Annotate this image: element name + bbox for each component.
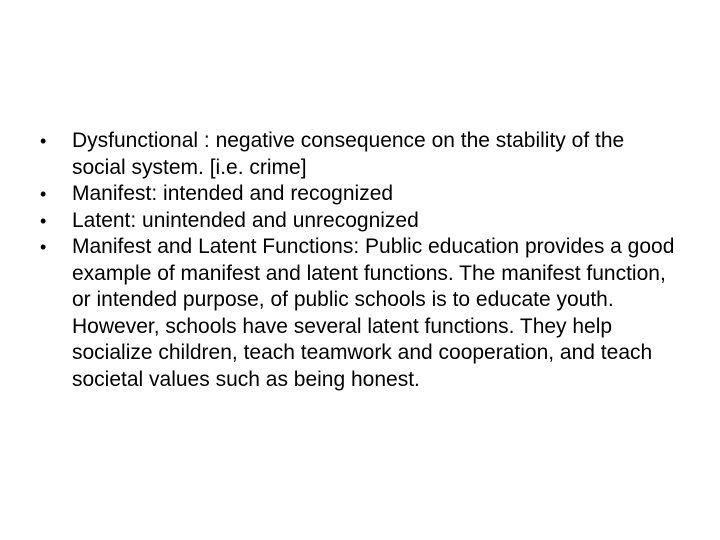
bullet-text: Latent: unintended and unrecognized bbox=[72, 208, 419, 232]
bullet-icon: • bbox=[40, 184, 47, 204]
bullet-text: Dysfunctional : negative consequence on the stability of the social system. [i.e. crime] bbox=[72, 129, 625, 179]
bullet-icon: • bbox=[40, 237, 47, 257]
bullet-icon: • bbox=[40, 210, 47, 231]
bullet-item-manifest-and-latent bbox=[40, 234, 680, 393]
bullet-item-latent bbox=[40, 208, 680, 235]
bullet-icon: • bbox=[40, 131, 47, 151]
bullet-text: Manifest: intended and recognized bbox=[72, 182, 394, 205]
bullet-item-manifest bbox=[40, 181, 680, 208]
bullet-list bbox=[40, 128, 680, 393]
bullet-item-dysfunctional bbox=[40, 128, 680, 181]
bullet-text: Manifest and Latent Functions: Public education provides a good example of manifest and latent functions. The manifest function, or intended purpose, of public schools is to educate youth. However, schools have several latent functions. They help socialize children, teach teamwork and cooperation, and teach societal values such as being honest. bbox=[72, 235, 675, 391]
